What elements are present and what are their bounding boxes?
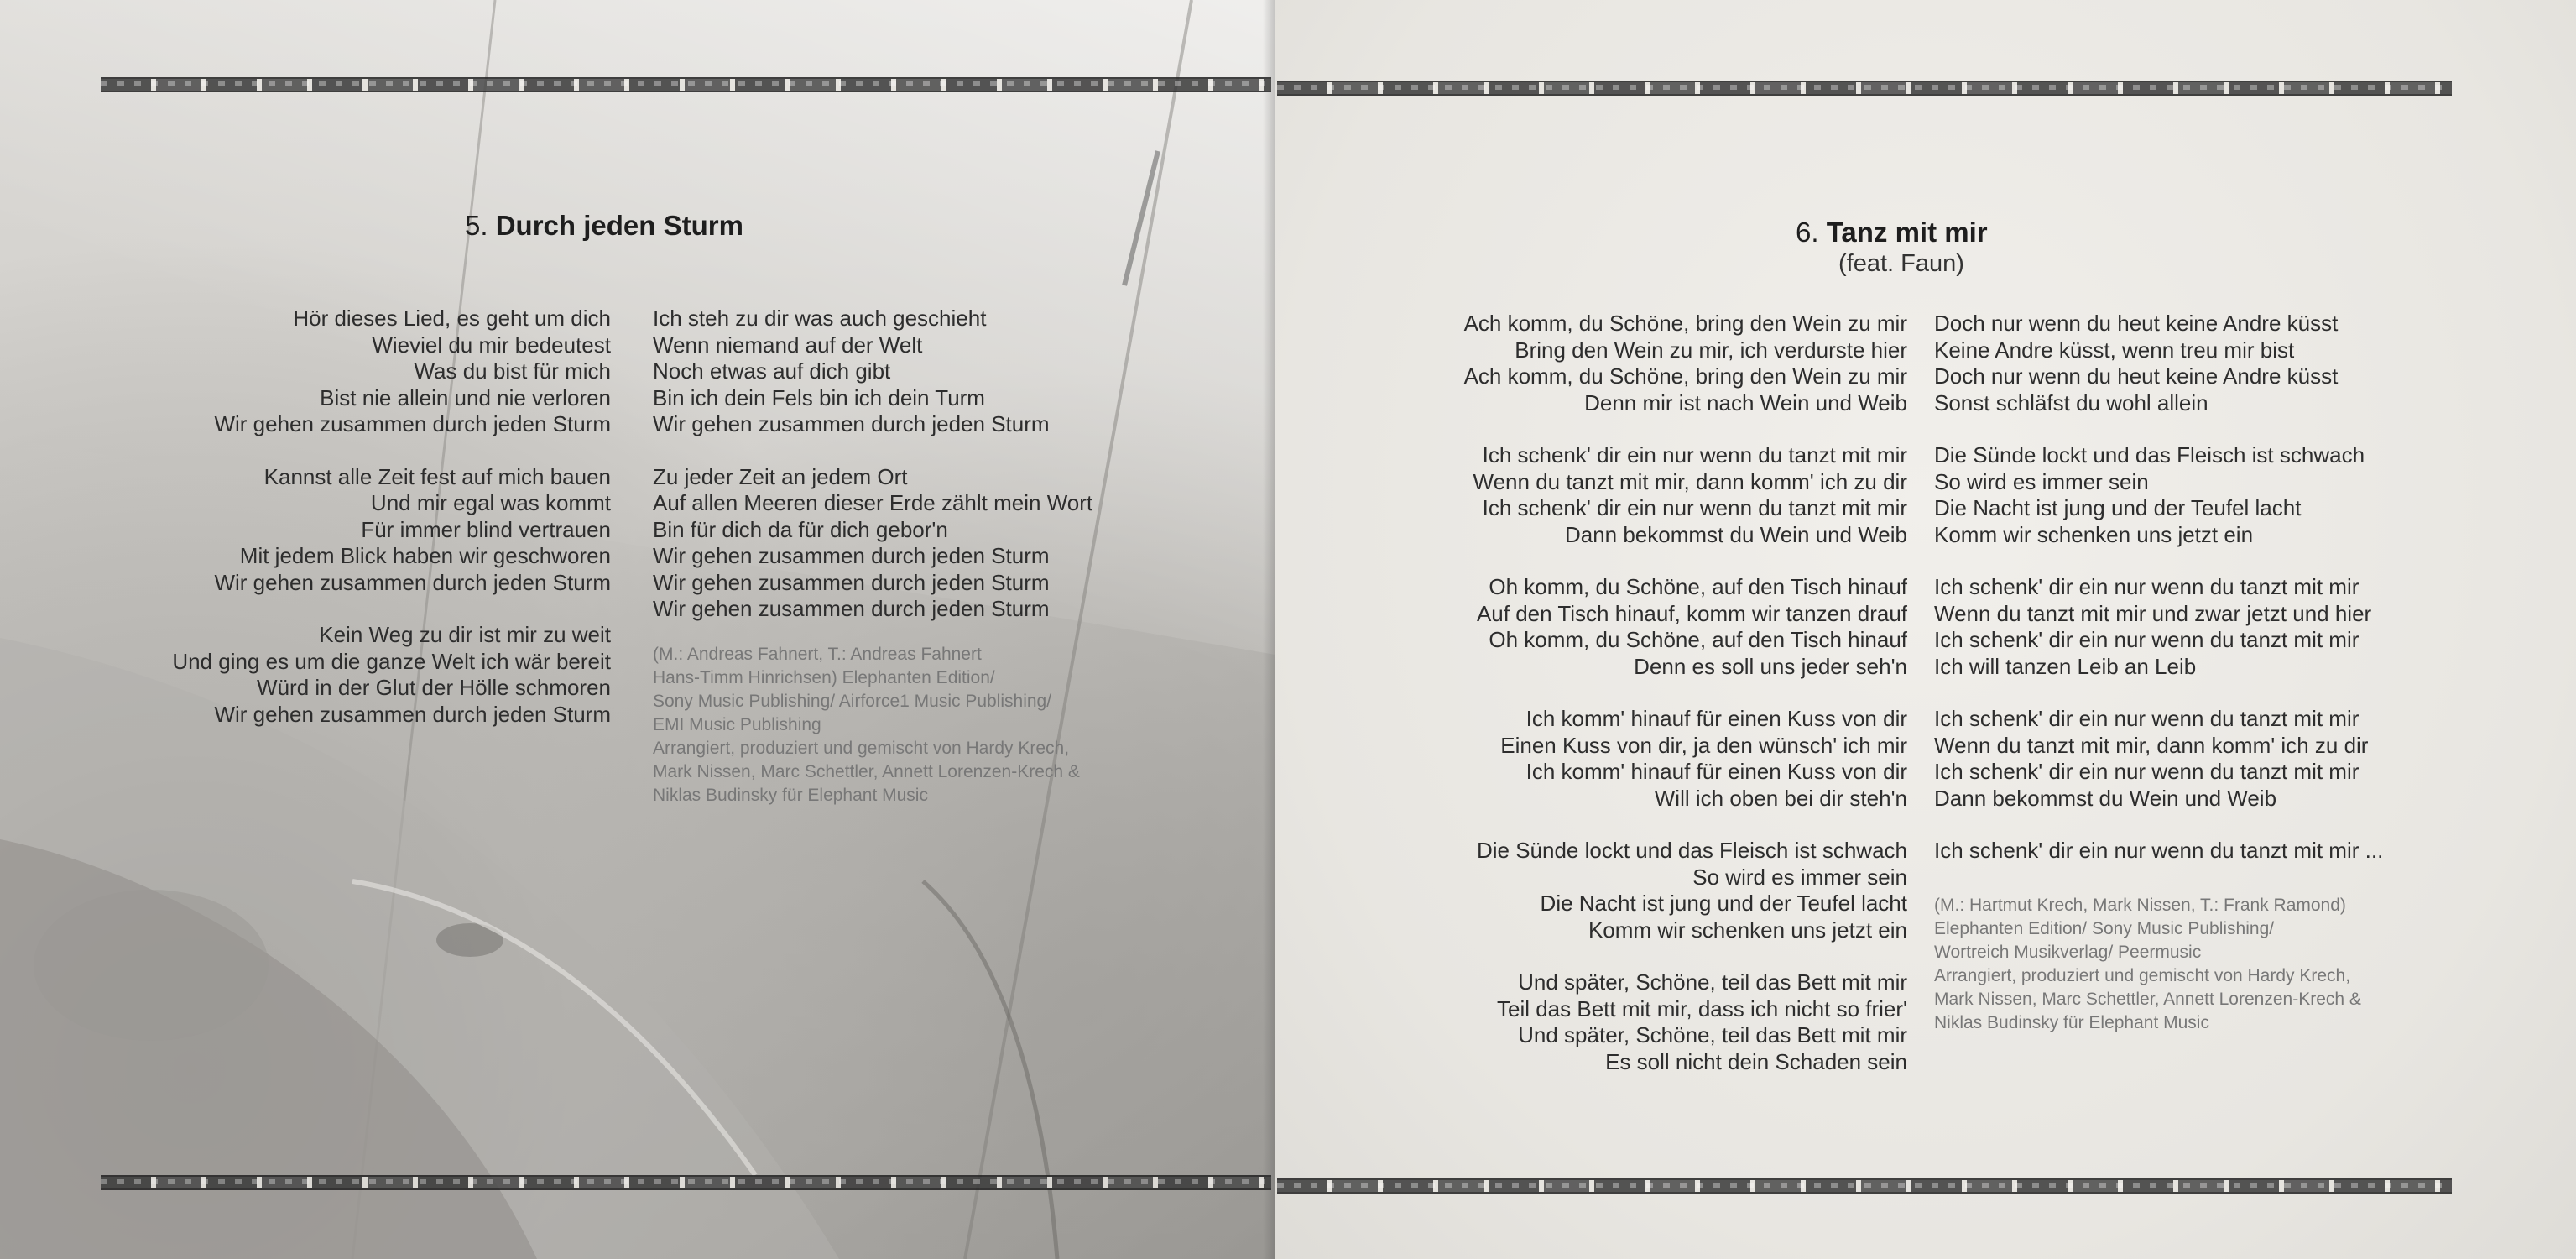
credit-line: Mark Nissen, Marc Schettler, Annett Lorenzen-Krech & bbox=[1934, 990, 2361, 1009]
lyric-line: Noch etwas auf dich gibt bbox=[653, 358, 891, 384]
lyric-line: Wieviel du mir bedeutest bbox=[372, 332, 611, 358]
lyric-line: Wir gehen zusammen durch jeden Sturm bbox=[653, 596, 1050, 621]
lyric-line: Oh komm, du Schöne, auf den Tisch hinauf bbox=[1489, 627, 1907, 652]
lyric-line: Wir gehen zusammen durch jeden Sturm bbox=[653, 543, 1050, 568]
lyrics-stanza bbox=[1464, 706, 1907, 812]
lyric-line: Ich schenk' dir ein nur wenn du tanzt mit mir bbox=[1934, 706, 2360, 731]
lyric-line: Die Sünde lockt und das Fleisch ist schwach bbox=[1934, 442, 2365, 468]
lyric-line: Wir gehen zusammen durch jeden Sturm bbox=[214, 701, 611, 727]
credit-line: Mark Nissen, Marc Schettler, Annett Lorenzen-Krech & bbox=[653, 762, 1080, 781]
lyric-line: Doch nur wenn du heut keine Andre küsst bbox=[1934, 363, 2339, 389]
lyric-line: Dann bekommst du Wein und Weib bbox=[1564, 521, 1907, 547]
bottom-decorative-border bbox=[1277, 1178, 2452, 1194]
lyric-line: Die Sünde lockt und das Fleisch ist schwach bbox=[1476, 838, 1907, 863]
lyric-line: Kein Weg zu dir ist mir zu weit bbox=[319, 622, 611, 647]
lyric-line: Ich schenk' dir ein nur wenn du tanzt mit mir bbox=[1934, 627, 2360, 652]
lyric-line: Komm wir schenken uns jetzt ein bbox=[1934, 521, 2254, 547]
lyric-line: Die Nacht ist jung und der Teufel lacht bbox=[1934, 495, 2302, 520]
lyric-line: So wird es immer sein bbox=[1934, 468, 2149, 494]
lyric-line: Einen Kuss von dir, ja den wünsch' ich mir bbox=[1500, 732, 1907, 758]
song-title-6 bbox=[1796, 217, 1988, 248]
lyric-line: Will ich oben bei dir steh'n bbox=[1654, 785, 1907, 811]
lyric-line: Und später, Schöne, teil das Bett mit mir bbox=[1518, 969, 1907, 995]
lyric-line: Oh komm, du Schöne, auf den Tisch hinauf bbox=[1489, 574, 1907, 599]
lyric-line: Ich schenk' dir ein nur wenn du tanzt mit mir bbox=[1482, 495, 1907, 520]
lyrics-stanza bbox=[1464, 574, 1907, 680]
lyric-line: Bring den Wein zu mir, ich verdurste hier bbox=[1515, 337, 1907, 363]
song-number: 5. bbox=[465, 210, 488, 241]
lyric-line: Ich schenk' dir ein nur wenn du tanzt mit mir ... bbox=[1934, 838, 2384, 863]
lyric-line: Keine Andre küsst, wenn treu mir bist bbox=[1934, 337, 2295, 363]
lyric-line: Wenn niemand auf der Welt bbox=[653, 332, 923, 358]
lyric-line: Wir gehen zusammen durch jeden Sturm bbox=[214, 569, 611, 595]
lyrics-stanza bbox=[172, 306, 611, 438]
lyrics-column-1 bbox=[1464, 311, 1907, 1101]
credit-line: (M.: Hartmut Krech, Mark Nissen, T.: Frank Ramond) bbox=[1934, 896, 2346, 915]
lyric-line: Denn mir ist nach Wein und Weib bbox=[1584, 389, 1907, 415]
bottom-decorative-border bbox=[101, 1175, 1271, 1190]
lyric-line: Wir gehen zusammen durch jeden Sturm bbox=[653, 411, 1050, 436]
credit-line: Niklas Budinsky für Elephant Music bbox=[1934, 1013, 2209, 1032]
credit-line: (M.: Andreas Fahnert, T.: Andreas Fahnert bbox=[653, 645, 982, 664]
song-number: 6. bbox=[1796, 217, 1819, 248]
lyric-line: Komm wir schenken uns jetzt ein bbox=[1588, 917, 1907, 943]
lyric-line: Doch nur wenn du heut keine Andre küsst bbox=[1934, 311, 2339, 336]
lyric-line: Wir gehen zusammen durch jeden Sturm bbox=[214, 411, 611, 436]
credit-line: Sony Music Publishing/ Airforce1 Music Publishing/ bbox=[653, 692, 1052, 711]
credit-line: Wortreich Musikverlag/ Peermusic bbox=[1934, 943, 2202, 962]
credit-line: Hans-Timm Hinrichsen) Elephanten Edition/ bbox=[653, 668, 995, 687]
credit-line: EMI Music Publishing bbox=[653, 715, 821, 734]
lyrics-column-1 bbox=[172, 306, 611, 754]
lyric-line: Bist nie allein und nie verloren bbox=[320, 384, 611, 410]
lyrics-stanza bbox=[653, 464, 1092, 623]
lyric-line: Hör dieses Lied, es geht um dich bbox=[293, 306, 611, 331]
lyric-line: Wenn du tanzt mit mir und zwar jetzt und hier bbox=[1934, 600, 2372, 626]
lyric-line: Ich steh zu dir was auch geschieht bbox=[653, 306, 987, 331]
lyrics-stanza bbox=[1464, 838, 1907, 943]
lyrics-column-2 bbox=[1934, 311, 2383, 891]
lyrics-stanza bbox=[1464, 442, 1907, 548]
lyric-line: Ach komm, du Schöne, bring den Wein zu mir bbox=[1463, 363, 1907, 389]
lyrics-stanza bbox=[1464, 969, 1907, 1075]
song-title-text: Durch jeden Sturm bbox=[495, 210, 743, 241]
lyric-line: Ach komm, du Schöne, bring den Wein zu mir bbox=[1463, 311, 1907, 336]
lyric-line: Auf den Tisch hinauf, komm wir tanzen drauf bbox=[1476, 600, 1907, 626]
lyrics-stanza bbox=[1934, 706, 2383, 812]
credit-line: Arrangiert, produziert und gemischt von Hardy Krech, bbox=[1934, 966, 2351, 985]
lyric-line: Denn es soll uns jeder seh'n bbox=[1634, 653, 1907, 679]
lyric-line: Die Nacht ist jung und der Teufel lacht bbox=[1540, 891, 1907, 916]
song-subtitle: (feat. Faun) bbox=[1838, 250, 1964, 277]
lyrics-stanza bbox=[1934, 442, 2383, 548]
lyric-line: Für immer blind vertrauen bbox=[361, 516, 611, 542]
credit-line: Arrangiert, produziert und gemischt von Hardy Krech, bbox=[653, 739, 1070, 758]
song-credits bbox=[653, 643, 1080, 807]
lyric-line: Was du bist für mich bbox=[414, 358, 611, 384]
left-page bbox=[0, 0, 1275, 1259]
song-title-5 bbox=[465, 210, 743, 242]
lyrics-stanza bbox=[653, 306, 1092, 438]
lyric-line: Dann bekommst du Wein und Weib bbox=[1934, 785, 2277, 811]
lyric-line: Und mir egal was kommt bbox=[370, 490, 611, 515]
lyric-line: Bin für dich da für dich gebor'n bbox=[653, 516, 948, 542]
lyrics-column-2 bbox=[653, 306, 1092, 649]
lyric-line: Wenn du tanzt mit mir, dann komm' ich zu dir bbox=[1934, 732, 2369, 758]
lyric-line: Und später, Schöne, teil das Bett mit mir bbox=[1518, 1022, 1907, 1047]
lyric-line: Zu jeder Zeit an jedem Ort bbox=[653, 463, 908, 489]
lyric-line: Ich komm' hinauf für einen Kuss von dir bbox=[1525, 706, 1907, 731]
lyric-line: Bin ich dein Fels bin ich dein Turm bbox=[653, 384, 985, 410]
song-credits bbox=[1934, 894, 2361, 1035]
song-title-text: Tanz mit mir bbox=[1826, 217, 1988, 248]
lyrics-stanza bbox=[1934, 838, 2383, 865]
lyric-line: Teil das Bett mit mir, dass ich nicht so frier' bbox=[1496, 995, 1907, 1021]
lyrics-stanza bbox=[1464, 311, 1907, 416]
credit-line: Elephanten Edition/ Sony Music Publishing/ bbox=[1934, 919, 2275, 938]
lyric-line: Mit jedem Blick haben wir geschworen bbox=[239, 543, 611, 568]
lyric-line: Wir gehen zusammen durch jeden Sturm bbox=[653, 569, 1050, 595]
lyrics-stanza bbox=[1934, 311, 2383, 416]
lyric-line: Ich komm' hinauf für einen Kuss von dir bbox=[1525, 759, 1907, 784]
lyric-line: Würd in der Glut der Hölle schmoren bbox=[257, 675, 611, 700]
right-page bbox=[1275, 0, 2576, 1259]
lyric-line: Ich schenk' dir ein nur wenn du tanzt mit mir bbox=[1934, 759, 2360, 784]
lyric-line: Ich schenk' dir ein nur wenn du tanzt mit mir bbox=[1934, 574, 2360, 599]
lyric-line: Wenn du tanzt mit mir, dann komm' ich zu dir bbox=[1473, 468, 1907, 494]
lyrics-stanza bbox=[172, 464, 611, 597]
lyric-line: Und ging es um die ganze Welt ich wär bereit bbox=[172, 648, 611, 674]
lyric-line: Kannst alle Zeit fest auf mich bauen bbox=[263, 463, 611, 489]
credit-line: Niklas Budinsky für Elephant Music bbox=[653, 786, 928, 805]
lyric-line: So wird es immer sein bbox=[1692, 864, 1907, 890]
lyrics-stanza bbox=[1934, 574, 2383, 680]
lyric-line: Sonst schläfst du wohl allein bbox=[1934, 389, 2208, 415]
lyric-line: Ich will tanzen Leib an Leib bbox=[1934, 653, 2197, 679]
lyric-line: Ich schenk' dir ein nur wenn du tanzt mit mir bbox=[1482, 442, 1907, 468]
top-decorative-border bbox=[1277, 81, 2452, 96]
top-decorative-border bbox=[101, 77, 1271, 92]
lyric-line: Auf allen Meeren dieser Erde zählt mein Wort bbox=[653, 490, 1093, 515]
lyric-line: Es soll nicht dein Schaden sein bbox=[1605, 1048, 1907, 1074]
lyrics-stanza bbox=[172, 622, 611, 728]
